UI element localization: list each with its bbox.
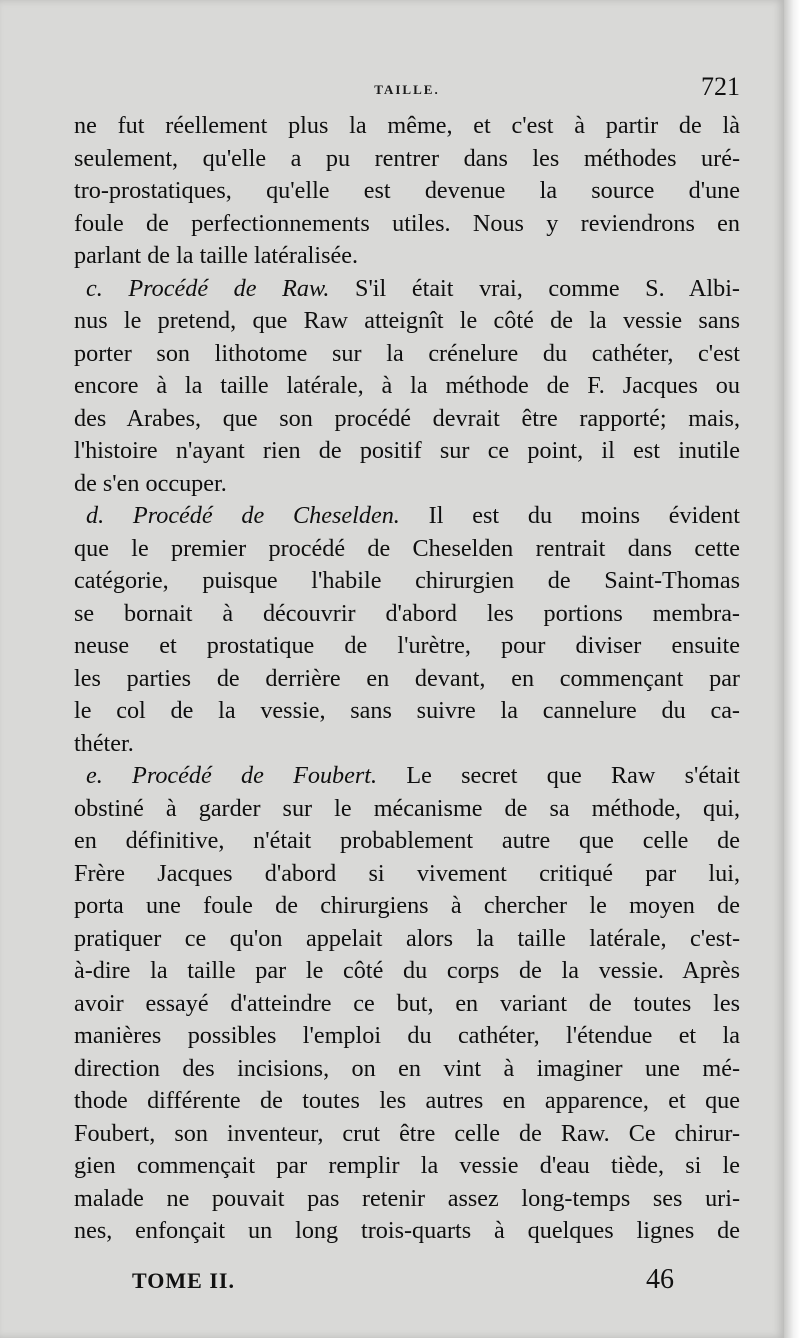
text-line: porter son lithotome sur la crénelure du cathéter, c'est (74, 339, 740, 367)
text-line: neuse et prostatique de l'urètre, pour diviser ensuite (74, 632, 740, 659)
text-line (74, 500, 740, 533)
text-line: gien commençait par remplir la vessie d'eau tiède, si le (74, 1152, 740, 1179)
text-line: thode différente de toutes les autres en apparence, et que (74, 1087, 740, 1114)
text-line: Frère Jacques d'abord si vivement critiqué par lui, (74, 859, 740, 887)
running-head: TAILLE. (374, 82, 440, 97)
text-line: manières possibles l'emploi du cathéter, l'étendue et la (74, 1022, 740, 1049)
text-line: pratiquer ce qu'on appelait alors la taille latérale, c'est- (74, 924, 740, 952)
signature-mark: 46 (646, 1264, 674, 1295)
page-header (74, 72, 740, 108)
text-line: direction des incisions, on en vint à imaginer une mé- (74, 1054, 740, 1082)
text-line: se bornait à découvrir d'abord les portions membra- (74, 599, 740, 627)
paragraph-raw (74, 273, 740, 501)
text-line: malade ne pouvait pas retenir assez long-temps ses uri- (74, 1184, 740, 1212)
section-heading-cheselden: d. Procédé de Cheselden. (86, 502, 400, 529)
text-line: de s'en occuper. (74, 469, 227, 497)
text-fragment: Le secret que Raw s'était (377, 762, 740, 789)
text-line: encore à la taille latérale, à la méthode de F. Jacques ou (74, 372, 740, 399)
section-heading-raw: c. Procédé de Raw. (86, 274, 330, 302)
page-edge (784, 0, 800, 1338)
text-fragment: Il est du moins évident (399, 502, 740, 529)
body-text (74, 110, 740, 1248)
text-line: ne fut réellement plus la même, et c'est à partir de là (74, 112, 740, 139)
text-fragment: S'il était vrai, comme S. Albi- (329, 274, 740, 302)
section-heading-foubert: e. Procédé de Foubert. (86, 762, 378, 789)
paragraph-cheselden (74, 500, 740, 760)
volume-label: TOME II. (132, 1268, 235, 1293)
text-line: foule de perfectionnements utiles. Nous y reviendrons en (74, 209, 740, 237)
text-line: Foubert, son inventeur, crut être celle de Raw. Ce chirur- (74, 1119, 740, 1147)
page-footer (132, 1264, 692, 1304)
paragraph-foubert (74, 760, 740, 1248)
text-line (74, 273, 740, 306)
text-line: le col de la vessie, sans suivre la cannelure du ca- (74, 697, 740, 724)
text-line (74, 760, 740, 793)
text-line: porta une foule de chirurgiens à chercher le moyen de (74, 892, 740, 919)
text-line: nus le pretend, que Raw atteignît le côté de la vessie sans (74, 307, 740, 334)
text-line: obstiné à garder sur le mécanisme de sa méthode, qui, (74, 794, 740, 822)
paragraph-1 (74, 110, 740, 273)
text-line: parlant de la taille latéralisée. (74, 242, 359, 269)
text-line: catégorie, puisque l'habile chirurgien de Saint-Thomas (74, 567, 740, 594)
text-line: tro-prostatiques, qu'elle est devenue la source d'une (74, 177, 740, 204)
text-line: en définitive, n'était probablement autre que celle de (74, 827, 740, 854)
page-number: 721 (701, 72, 740, 101)
text-line: des Arabes, que son procédé devrait être rapporté; mais, (74, 404, 740, 432)
text-line: seulement, qu'elle a pu rentrer dans les méthodes uré- (74, 144, 740, 172)
text-line: nes, enfonçait un long trois-quarts à quelques lignes de (74, 1217, 740, 1244)
text-line: théter. (74, 729, 134, 757)
text-line: que le premier procédé de Cheselden rentrait dans cette (74, 534, 740, 562)
text-line: à-dire la taille par le côté du corps de la vessie. Après (74, 957, 740, 984)
text-line: avoir essayé d'atteindre ce but, en variant de toutes les (74, 989, 740, 1017)
text-line: l'histoire n'ayant rien de positif sur ce point, il est inutile (74, 437, 740, 464)
text-line: les parties de derrière en devant, en commençant par (74, 664, 740, 692)
